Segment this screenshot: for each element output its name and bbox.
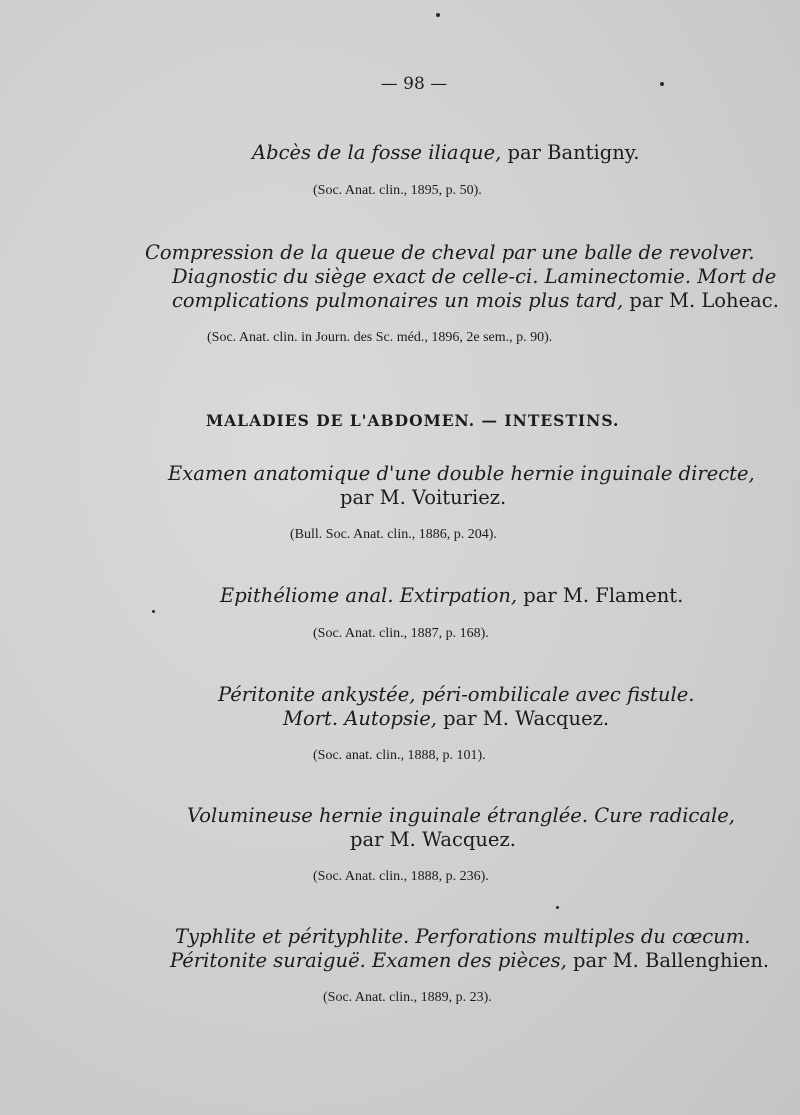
- entry-title-italic: Typhlite et pérityphlite. Perforations multiples du cœcum.: [175, 925, 751, 948]
- entry-reference: (Soc. Anat. clin., 1887, p. 168).: [313, 626, 489, 641]
- entry-title: [283, 707, 609, 730]
- entry-title: [168, 462, 755, 485]
- entry-title-italic: Péritonite suraiguë. Examen des pièces,: [170, 949, 567, 972]
- entry-title-italic: complications pulmonaires un mois plus tard,: [172, 289, 624, 312]
- entry-title: [187, 804, 735, 827]
- entry-title-plain: par M. Loheac.: [623, 289, 779, 312]
- entry-title-plain: par Bantigny.: [501, 141, 640, 164]
- page-number: — 98 —: [380, 74, 448, 94]
- scan-speck: [152, 610, 155, 613]
- entry-title-plain: par M. Voituriez.: [340, 486, 507, 509]
- entry-title-plain: par M. Ballenghien.: [566, 949, 770, 972]
- entry-reference: (Bull. Soc. Anat. clin., 1886, p. 204).: [290, 527, 497, 542]
- entry-title-italic: Compression de la queue de cheval par une balle de revolver.: [145, 241, 755, 264]
- entry-title: [218, 683, 694, 706]
- entry-title: [220, 584, 683, 607]
- entry-reference: (Soc. anat. clin., 1888, p. 101).: [313, 748, 486, 763]
- entry-title-plain: par M. Wacquez.: [436, 707, 610, 730]
- entry-title: [252, 141, 639, 164]
- scan-speck: [660, 82, 664, 86]
- entry-reference: (Soc. Anat. clin., 1888, p. 236).: [313, 869, 489, 884]
- entry-title-italic: Péritonite ankystée, péri-ombilicale avec fistule.: [218, 683, 695, 706]
- entry-title-plain: par M. Wacquez.: [350, 828, 516, 851]
- section-heading: MALADIES DE L'ABDOMEN. — INTESTINS.: [206, 411, 620, 430]
- entry-reference: (Soc. Anat. clin., 1889, p. 23).: [323, 990, 492, 1005]
- entry-title-italic: Mort. Autopsie,: [283, 707, 437, 730]
- scan-speck: [436, 13, 440, 17]
- entry-title-italic: Volumineuse hernie inguinale étranglée. Cure radicale,: [187, 804, 735, 827]
- entry-title-italic: Abcès de la fosse iliaque,: [252, 141, 502, 164]
- entry-reference: (Soc. Anat. clin., 1895, p. 50).: [313, 183, 482, 198]
- entry-title: [350, 828, 516, 851]
- entry-title: [175, 925, 750, 948]
- scan-speck: [556, 906, 559, 909]
- entry-title: [172, 289, 779, 312]
- entry-title: [172, 265, 776, 288]
- entry-title-plain: par M. Flament.: [517, 584, 684, 607]
- entry-title-italic: Examen anatomique d'une double hernie inguinale directe,: [168, 462, 755, 485]
- entry-title-italic: Diagnostic du siège exact de celle-ci. Laminectomie. Mort de: [172, 265, 777, 288]
- entry-title: [170, 949, 769, 972]
- entry-title: [340, 486, 506, 509]
- entry-title: [145, 241, 755, 264]
- entry-reference: (Soc. Anat. clin. in Journ. des Sc. méd., 1896, 2e sem., p. 90).: [207, 330, 553, 345]
- entry-title-italic: Epithéliome anal. Extirpation,: [220, 584, 518, 607]
